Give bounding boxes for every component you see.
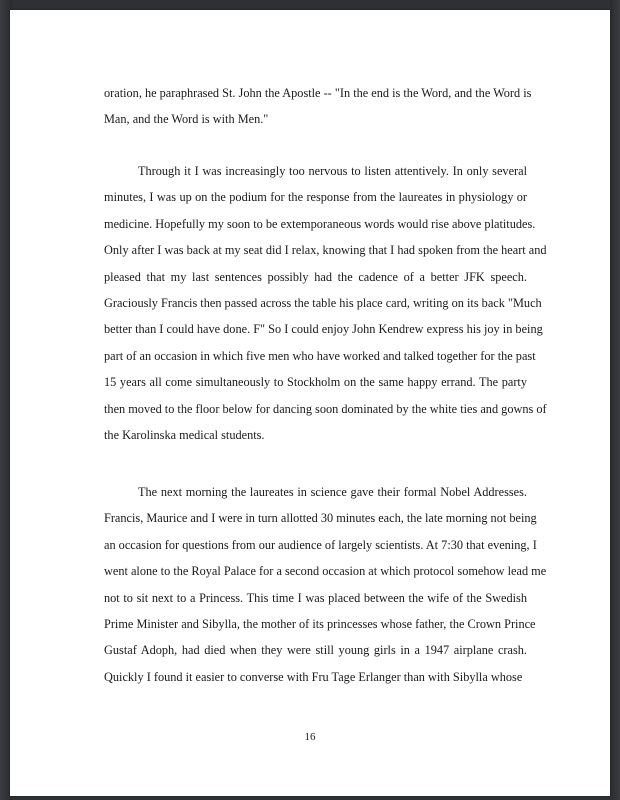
text-line: medicine. Hopefully my soon to be extemporaneous words would rise above platitudes. — [104, 216, 536, 231]
text-line: pleased that my last sentences possibly had the cadence of a better JFK speech. — [104, 269, 527, 284]
page-number: 16 — [304, 731, 316, 743]
text-line: Gustaf Adoph, had died when they were still young girls in a 1947 airplane crash. — [104, 643, 527, 658]
paragraph-3 — [104, 479, 547, 690]
text-line: Man, and the Word is with Men." — [104, 112, 269, 127]
paragraph-1 — [104, 80, 532, 133]
text-line: oration, he paraphrased St. John the Apostle -- "In the end is the Word, and the Word is — [104, 86, 532, 100]
text-line: 15 years all come simultaneously to Stockholm on the same happy errand. The party — [104, 375, 527, 390]
text-line: not to sit next to a Princess. This time I was placed between the wife of the Swedish — [104, 590, 527, 605]
text-line: Francis, Maurice and I were in turn allotted 30 minutes each, the late morning not being — [104, 511, 537, 526]
paragraph-2 — [104, 158, 547, 448]
text-line: Through it I was increasingly too nervous to listen attentively. In only several — [138, 164, 527, 178]
text-line: the Karolinska medical students. — [104, 428, 265, 443]
text-line: an occasion for questions from our audience of largely scientists. At 7:30 that evening, I — [104, 537, 537, 552]
text-line: Graciously Francis then passed across the table his place card, writing on its back "Much — [104, 296, 542, 311]
text-line: Quickly I found it easier to converse with Fru Tage Erlanger than with Sibylla whose — [104, 669, 523, 684]
text-line: went alone to the Royal Palace for a second occasion at which protocol somehow lead me — [104, 564, 547, 579]
text-line: then moved to the floor below for dancing soon dominated by the white ties and gowns of — [104, 401, 547, 416]
text-line: better than I could have done. F" So I could enjoy John Kendrew express his joy in being — [104, 322, 543, 337]
text-line: minutes, I was up on the podium for the response from the laureates in physiology or — [104, 190, 527, 205]
text-line: The next morning the laureates in science gave their formal Nobel Addresses. — [138, 485, 527, 499]
text-line: Only after I was back at my seat did I relax, knowing that I had spoken from the heart and — [104, 243, 547, 258]
text-line: part of an occasion in which five men who have worked and talked together for the past — [104, 348, 536, 363]
text-line: Prime Minister and Sibylla, the mother of its princesses whose father, the Crown Prince — [104, 617, 536, 632]
scan-edge-right — [610, 0, 620, 800]
